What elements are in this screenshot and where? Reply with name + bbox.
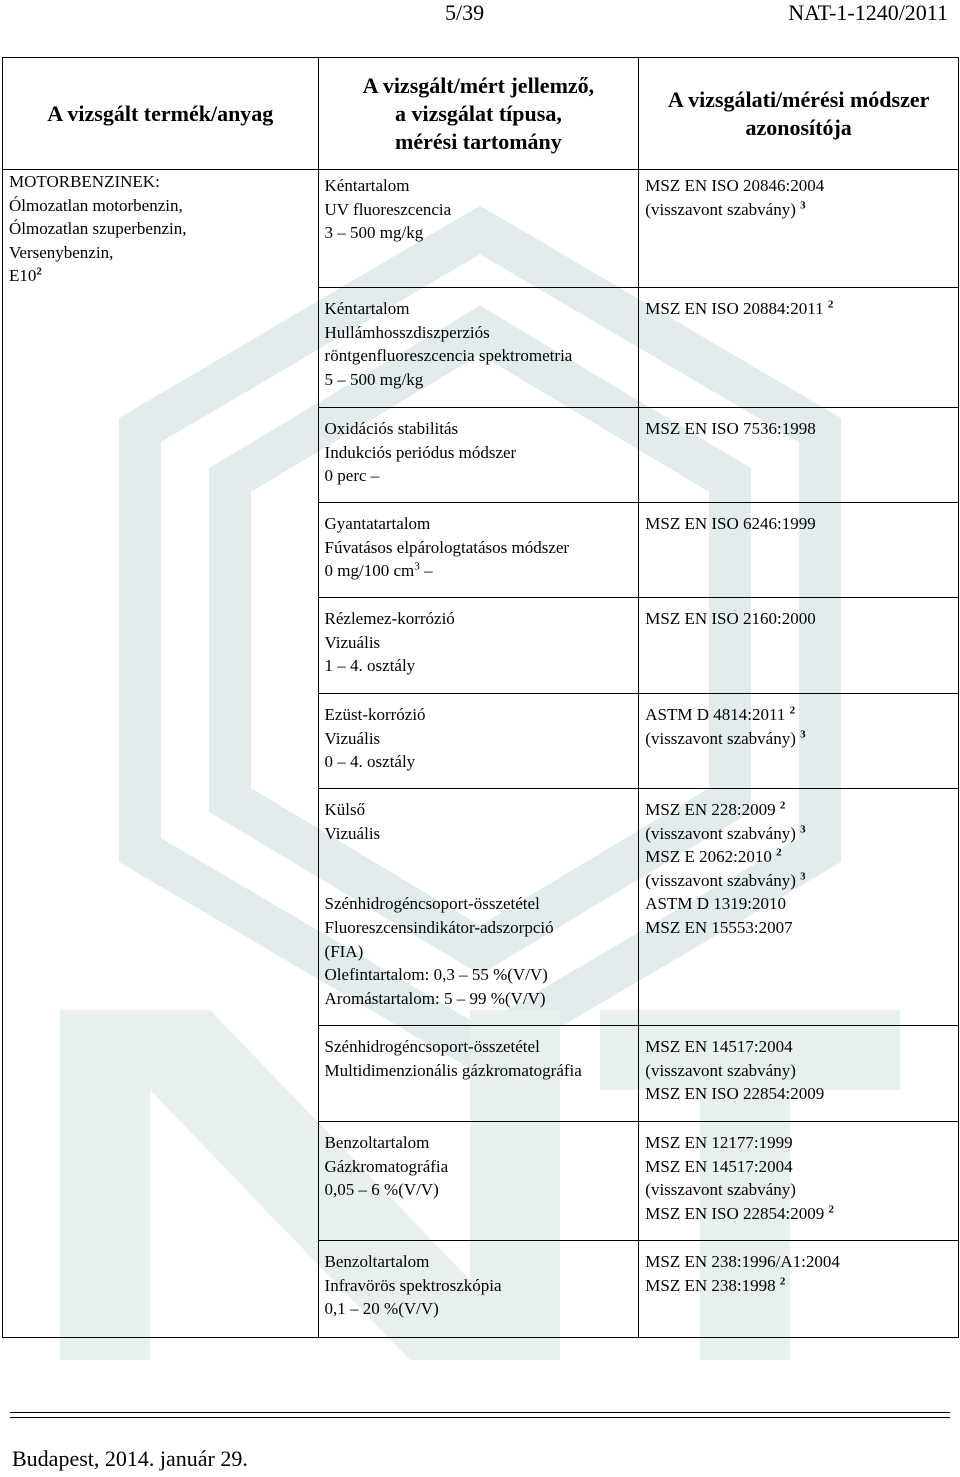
characteristic-cell: Benzoltartalom Gázkromatográfia 0,05 – 6 %(V/V) <box>318 1122 639 1241</box>
characteristic-cell: Oxidációs stabilitás Indukciós periódus módszer 0 perc – <box>318 408 639 503</box>
characteristic-cell: Rézlemez-korrózió Vizuális 1 – 4. osztály <box>318 598 639 694</box>
method-cell: MSZ EN ISO 2160:2000 <box>639 598 959 694</box>
header-characteristic: A vizsgált/mért jellemző, a vizsgálat típusa, mérési tartomány <box>318 58 639 170</box>
method-cell: MSZ EN ISO 20846:2004 (visszavont szabvány) $^3$ <box>639 170 959 288</box>
method-cell: MSZ EN 238:1996/A1:2004 MSZ EN 238:1998 $^2$ <box>639 1241 959 1338</box>
table-row <box>3 170 959 288</box>
characteristic-cell: Kéntartalom Hullámhosszdiszperziós röntgenfluoreszcencia spektrometria 5 – 500 mg/kg <box>318 288 639 408</box>
table-header-row <box>3 58 959 170</box>
method-cell: MSZ EN ISO 7536:1998 <box>639 408 959 503</box>
page-header <box>0 0 960 30</box>
header-product: A vizsgált termék/anyag <box>3 58 319 170</box>
characteristic-cell: Gyantatartalom Fúvatásos elpárologtatásos módszer 0 mg/100 $cm^3$ – <box>318 503 639 598</box>
characteristic-cell: Benzoltartalom Infravörös spektroszkópia 0,1 – 20 %(V/V) <box>318 1241 639 1338</box>
method-cell: MSZ EN 14517:2004 (visszavont szabvány) MSZ EN ISO 22854:2009 <box>639 1026 959 1122</box>
characteristic-cell: Szénhidrogéncsoport-összetétel Multidimenzionális gázkromatográfia <box>318 1026 639 1122</box>
characteristic-cell: Külső Vizuális Szénhidrogéncsoport-összetétel Fluoreszcensindikátor-adszorpció (FIA) Olefintartalom: 0,3 – 55 %(V/V) Aromástartalom: 5 – 99 %(V/V) <box>318 789 639 1026</box>
method-cell: MSZ EN ISO 20884:2011 $^2$ <box>639 288 959 408</box>
footer-divider-thin <box>10 1417 950 1418</box>
footer-divider <box>10 1412 950 1413</box>
method-cell: MSZ EN ISO 6246:1999 <box>639 503 959 598</box>
accreditation-table <box>2 57 959 1338</box>
product-cell: MOTORBENZINEK: Ólmozatlan motorbenzin, Ólmozatlan szuperbenzin, Versenybenzin, $E10^2$ <box>3 170 319 1338</box>
characteristic-cell: Ezüst-korrózió Vizuális 0 – 4. osztály <box>318 694 639 789</box>
document-id: NAT-1-1240/2011 <box>788 0 948 25</box>
page-number: 5/39 <box>445 0 485 25</box>
footer-date: Budapest, 2014. január 29. <box>12 1446 248 1471</box>
characteristic-cell: Kéntartalom UV fluoreszcencia 3 – 500 mg/kg <box>318 170 639 288</box>
method-cell: ASTM D 4814:2011 $^2$ (visszavont szabvány) $^3$ <box>639 694 959 789</box>
header-method: A vizsgálati/mérési módszer azonosítója <box>639 58 959 170</box>
method-cell: MSZ EN 12177:1999 MSZ EN 14517:2004 (visszavont szabvány) MSZ EN ISO 22854:2009 $^2$ <box>639 1122 959 1241</box>
method-cell: MSZ EN 228:2009 $^2$ (visszavont szabvány) $^3$ MSZ E 2062:2010 $^2$ (visszavont szabvány) $^3$ ASTM D 1319:2010 MSZ EN 15553:2007 <box>639 789 959 1026</box>
